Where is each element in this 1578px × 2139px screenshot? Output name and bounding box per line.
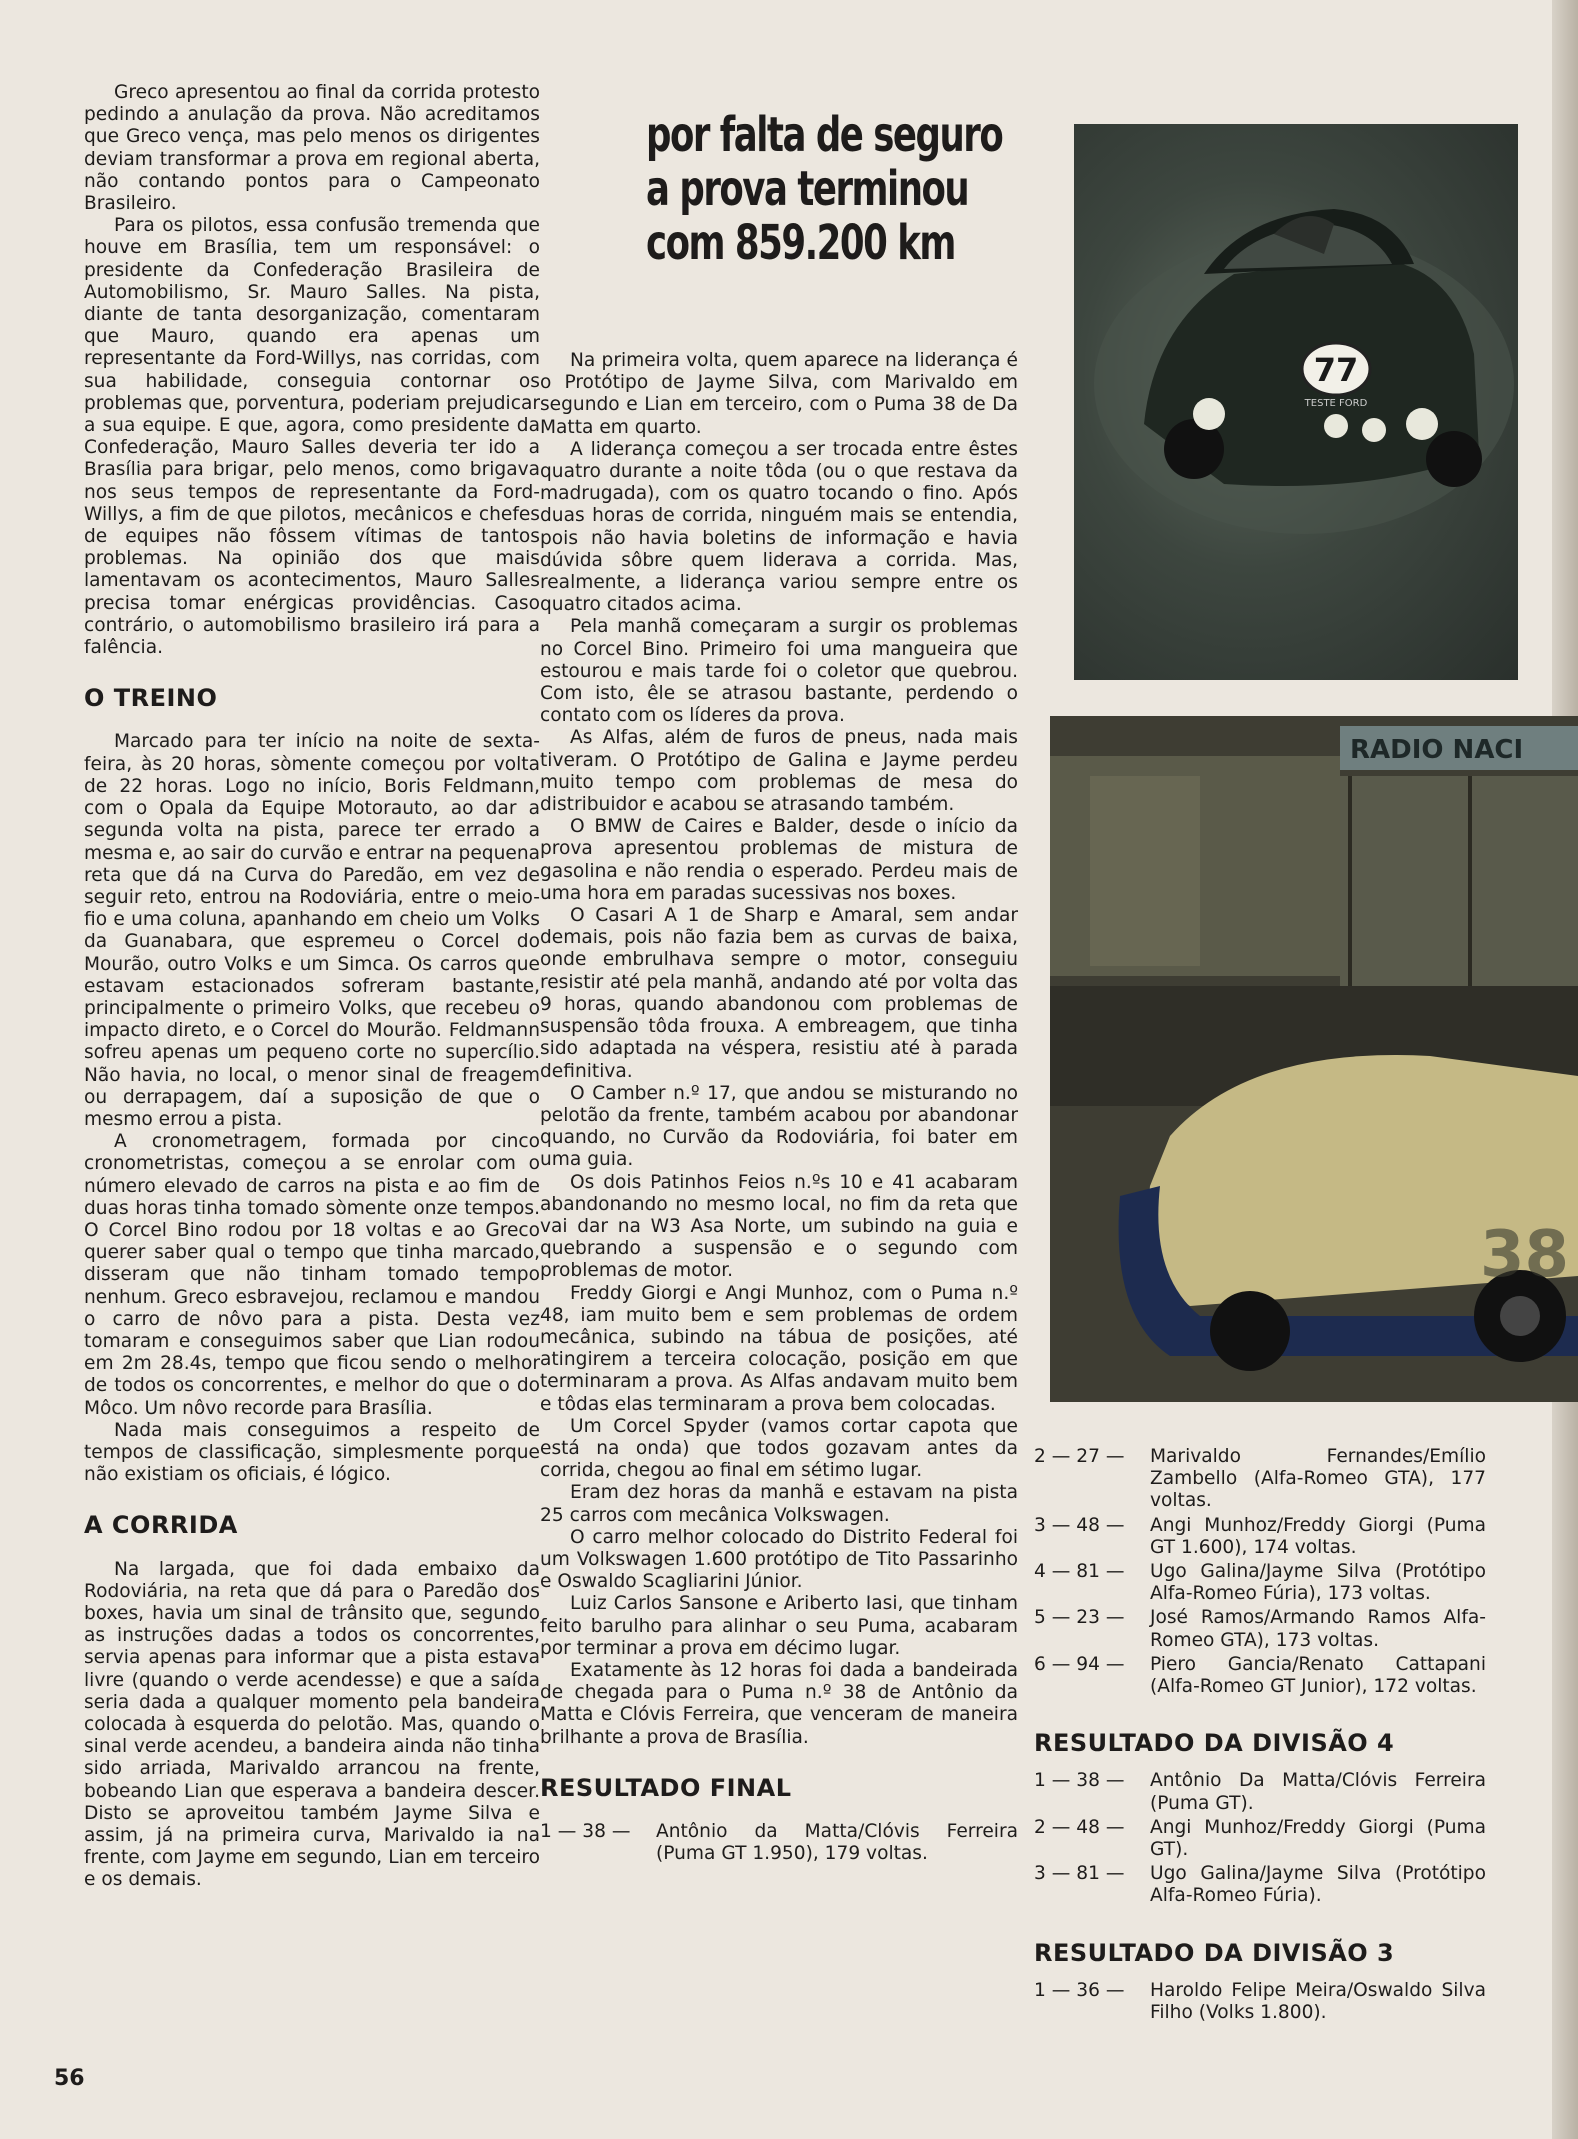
results-list-divisao-4 [1034, 1770, 1486, 1907]
result-position: 2 — 27 — [1034, 1446, 1125, 1467]
result-row [1034, 1980, 1486, 2024]
result-position: 6 — 94 — [1034, 1653, 1125, 1675]
paragraph: O Camber n.º 17, que andou se misturando no pelotão da frente, também acabou por abandonar quando, no Curvão da Rodoviária, foi bater em uma guia. [540, 1082, 1018, 1171]
result-row [1034, 1863, 1486, 1907]
result-row [1034, 1770, 1486, 1814]
paragraph: As Alfas, além de furos de pneus, nada mais tiveram. O Protótipo de Galina e Jayme perdeu muito tempo com problemas de mesa do distribuidor e acabou se atrasando também. [540, 727, 1018, 816]
headline-line: com 859.200 km [646, 215, 955, 271]
result-row [1034, 1515, 1486, 1559]
result-text: José Ramos/Armando Ramos Alfa-Romeo GTA), 173 voltas. [1150, 1607, 1486, 1651]
result-text: Ugo Galina/Jayme Silva (Protótipo Alfa-Romeo Fúria). [1150, 1863, 1486, 1907]
result-text: Antônio da Matta/Clóvis Ferreira (Puma GT 1.950), 179 voltas. [656, 1821, 1018, 1865]
result-position: 3 — 48 — [1034, 1514, 1125, 1536]
section-heading-divisao-4: RESULTADO DA DIVISÃO 4 [1034, 1729, 1395, 1758]
car-plate: TESTE FORD [1304, 398, 1368, 409]
car-77-illustration [1074, 124, 1518, 680]
column-middle [540, 350, 1018, 1867]
result-row [1034, 1654, 1486, 1698]
paragraph: Marcado para ter início na noite de sexta-feira, às 20 horas, sòmente começou por volta de 22 horas. Logo no início, Boris Feldmann, com o Opala da Equipe Motorauto, ao dar a segunda volta na pista, parece ter errado a mesma e, ao sair do curvão e entrar na pequena reta que dá na Curva do Paredão, em vez de seguir reto, entrou na Rodoviária, entre o meio-fio e uma coluna, apanhando em cheio um Volks da Guanabara, que espremeu o Corcel do Mourão, outro Volks e um Simca. Os carros que estavam estacionados sofreram bastante, principalmente o primeiro Volks, que recebeu o impacto direto, e o Corcel do Mourão. Feldmann sofreu apenas um pequeno corte no supercílio. Não havia, no local, o menor sinal de freagem ou derrapagem, daí a suposição de que o mesmo errou a pista. [84, 731, 540, 1130]
results-list-divisao-3 [1034, 1980, 1486, 2024]
result-position: 1 — 38 — [1034, 1770, 1125, 1792]
result-text: Ugo Galina/Jayme Silva (Protótipo Alfa-Romeo Fúria), 173 voltas. [1150, 1561, 1486, 1605]
result-row [540, 1821, 1018, 1865]
result-text: Haroldo Felipe Meira/Oswaldo Silva Filho (Volks 1.800). [1150, 1979, 1486, 2024]
result-position: 2 — 48 — [1034, 1816, 1125, 1838]
photo-car-77 [1074, 124, 1518, 680]
paragraph: Um Corcel Spyder (vamos cortar capota que está na onda) que todos gozavam antes da corrida, chegou ao final em sétimo lugar. [540, 1415, 1018, 1482]
paragraph: Nada mais conseguimos a respeito de tempos de classificação, simplesmente porque não existiam os oficiais, é lógico. [84, 1419, 540, 1486]
section-heading-corrida: A CORRIDA [84, 1511, 238, 1540]
paragraph: Eram dez horas da manhã e estavam na pista 25 carros com mecânica Volkswagen. [540, 1482, 1018, 1526]
section-heading-divisao-3: RESULTADO DA DIVISÃO 3 [1034, 1938, 1395, 1967]
column-results [1034, 1446, 1486, 2026]
column-left [84, 82, 540, 1892]
result-position: 1 — 36 — [1034, 1979, 1125, 2001]
paragraph: Os dois Patinhos Feios n.ºs 10 e 41 acabaram abandonando no mesmo local, no fim da reta que vai dar na W3 Asa Norte, um subindo na guia e quebrando a suspensão e o segundo com problemas de motor. [540, 1171, 1018, 1282]
paragraph: Na primeira volta, quem aparece na liderança é o Protótipo de Jayme Silva, com Marivaldo em segundo e Lian em terceiro, com o Puma 38 de Da Matta em quarto. [540, 350, 1018, 438]
headline-line: por falta de seguro [646, 107, 1003, 163]
paragraph: Pela manhã começaram a surgir os problemas no Corcel Bino. Primeiro foi uma mangueira que estourou e mais tarde foi o coletor que quebrou. Com isto, êle se atrasou bastante, perdendo o contato com os líderes da prova. [540, 616, 1018, 727]
paragraph: O Casari A 1 de Sharp e Amaral, sem andar demais, pois não fazia bem as curvas de baixa, onde embrulhava sempre o motor, conseguiu resistir até pela manhã, andando até por volta das 9 horas, quando abandonou com problemas de suspensão tôda frouxa. A embreagem, que tinha sido adaptada na véspera, resistiu até à parada definitiva. [540, 905, 1018, 1082]
car-number: 38 [1480, 1218, 1570, 1292]
result-row [1034, 1561, 1486, 1605]
section-heading-treino: O TREINO [84, 684, 218, 713]
result-text: Angi Munhoz/Freddy Giorgi (Puma GT). [1150, 1816, 1486, 1861]
result-row [1034, 1817, 1486, 1861]
photo-pit-night [1050, 716, 1578, 1402]
headline [646, 107, 1003, 271]
result-row [1034, 1446, 1486, 1513]
paragraph: A cronometragem, formada por cinco cronometristas, começou a se enrolar com o número elevado de carros na pista e ao fim de duas horas tinha tomado sòmente onze tempos. O Corcel Bino rodou por 18 voltas e ao Greco querer saber qual o tempo que tinha marcado, disseram que não tinham tomado tempo nenhum. Greco esbravejou, reclamou e mandou o carro de nôvo para a pista. Desta vez tomaram e conseguimos saber que Lian rodou em 2m 28.4s, tempo que ficou sendo o melhor de todos os concorrentes, e melhor do que o do Môco. Um nôvo recorde para Brasília. [84, 1131, 540, 1419]
result-text: Marivaldo Fernandes/Emílio Zambello (Alfa-Romeo GTA), 177 voltas. [1150, 1446, 1486, 1512]
results-list-final [540, 1821, 1018, 1865]
result-position: 4 — 81 — [1034, 1561, 1125, 1583]
paragraph: Para os pilotos, essa confusão tremenda que houve em Brasília, tem um responsável: o presidente da Confederação Brasileira de Automobilismo, Sr. Mauro Salles. Na pista, diante de tanta desorganização, comentaram que Mauro, quando era apenas um representante da Ford-Willys, nas corridas, com sua habilidade, conseguia contornar os problemas que, porventura, poderiam prejudicar a sua equipe. E que, agora, como presidente da Confederação, Mauro Salles deveria ter ido a Brasília para brigar, pelo menos, como brigava nos seus tempos de representante da Ford-Willys, a fim de que pilotos, mecânicos e chefes de equipes não fôssem vítimas de tantos problemas. Na opinião dos que mais lamentavam os acontecimentos, Mauro Salles precisa tomar enérgicas providências. Caso contrário, o automobilismo brasileiro irá para a falência. [84, 215, 540, 659]
section-heading-resultado-final: RESULTADO FINAL [540, 1773, 792, 1802]
result-row [1034, 1607, 1486, 1651]
paragraph: Greco apresentou ao final da corrida protesto pedindo a anulação da prova. Não acreditamos que Greco vença, mas pelo menos os dirigentes deviam transformar a prova em regional aberta, não contando pontos para o Campeonato Brasileiro. [84, 82, 540, 215]
pit-scene-illustration [1050, 716, 1578, 1402]
result-text: Piero Gancia/Renato Cattapani (Alfa-Romeo GT Junior), 172 voltas. [1150, 1653, 1486, 1698]
paragraph: Luiz Carlos Sansone e Ariberto Iasi, que tinham feito barulho para alinhar o seu Puma, acabaram por terminar a prova em décimo lugar. [540, 1593, 1018, 1659]
paragraph: Freddy Giorgi e Angi Munhoz, com o Puma n.º 48, iam muito bem e sem problemas de ordem mecânica, subindo na tábua de posições, até atingirem a terceira colocação, posição em que terminaram a prova. As Alfas andavam muito bem e tôdas elas terminaram a prova bem colocadas. [540, 1282, 1018, 1415]
results-list-final-continued [1034, 1446, 1486, 1698]
result-position: 5 — 23 — [1034, 1607, 1125, 1629]
paragraph: Exatamente às 12 horas foi dada a bandeirada de chegada para o Puma n.º 38 de Antônio da Matta e Clóvis Ferreira, que venceram de maneira brilhante a prova de Brasília. [540, 1659, 1018, 1748]
paragraph: O BMW de Caires e Balder, desde o início da prova apresentou problemas de mistura de gasolina e não rendia o esperado. Perdeu mais de uma hora em paradas sucessivas nos boxes. [540, 816, 1018, 904]
sign-text: RADIO NACI [1350, 735, 1524, 765]
paragraph: O carro melhor colocado do Distrito Federal foi um Volkswagen 1.600 protótipo de Tito Passarinho e Oswaldo Scagliarini Júnior. [540, 1526, 1018, 1593]
car-number: 77 [1313, 351, 1359, 389]
result-position: 1 — 38 — [540, 1821, 631, 1842]
page-number: 56 [54, 2066, 85, 2091]
headline-line: a prova terminou [646, 161, 969, 217]
result-text: Angi Munhoz/Freddy Giorgi (Puma GT 1.600), 174 voltas. [1150, 1514, 1486, 1558]
paragraph: A liderança começou a ser trocada entre êstes quatro durante a noite tôda (ou o que restava da madrugada), com os quatro tocando o fino. Após duas horas de corrida, ninguém mais se entendia, pois não havia boletins de informação e havia dúvida sôbre quem liderava a corrida. Mas, realmente, a liderança variou sempre entre os quatro citados acima. [540, 438, 1018, 616]
paragraph: Na largada, que foi dada embaixo da Rodoviária, na reta que dá para o Paredão dos boxes, havia um sinal de trânsito que, segundo as instruções dadas a todos os concorrentes, servia apenas para informar que a pista estava livre (quando o verde acendesse) e que a saída seria dada a qualquer momento pela bandeira colocada à esquerda do pelotão. Mas, quando o sinal verde acendeu, a bandeira ainda não tinha sido arriada, Marivaldo arrancou na frente, bobeando Lian que esperava a bandeira descer. Disto se aproveitou também Jayme Silva e assim, já na primeira curva, Marivaldo ia na frente, com Jayme em segundo, Lian em terceiro e os demais. [84, 1558, 540, 1891]
result-position: 3 — 81 — [1034, 1863, 1125, 1885]
result-text: Antônio Da Matta/Clóvis Ferreira (Puma GT). [1150, 1770, 1486, 1814]
